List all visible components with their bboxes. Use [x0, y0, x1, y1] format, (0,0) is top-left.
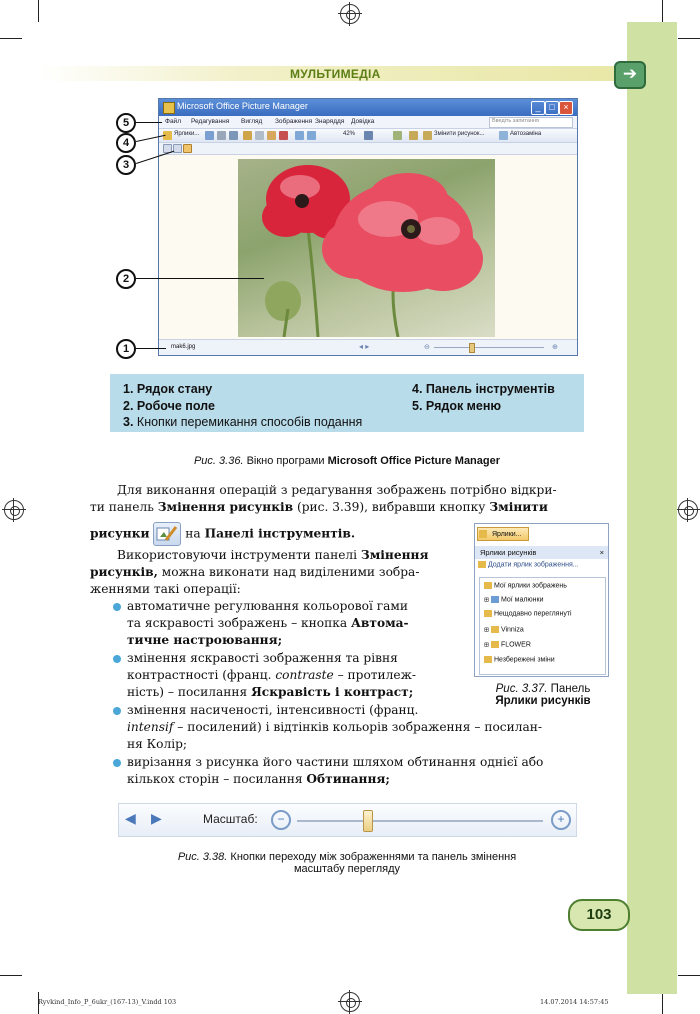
maximize-icon: □: [545, 101, 559, 115]
para1-line2: [90, 499, 609, 517]
zoom-slider-track: [434, 347, 544, 348]
next-image-icon: ▶: [151, 810, 162, 826]
bullet-icon: [113, 655, 121, 663]
expand-icon: ⊞: [484, 627, 490, 634]
legend-num: 5.: [412, 399, 423, 413]
legend-text: Панель інструментів: [425, 382, 555, 396]
picture-manager-window: [158, 98, 578, 356]
menu-view: Вигляд: [241, 118, 263, 125]
zoom-slider-track: [297, 820, 543, 822]
caption-bold: Microsoft Office Picture Manager: [327, 455, 501, 467]
figure-3-37-caption: [478, 683, 608, 707]
shortcuts-label: Ярлики...: [174, 131, 200, 137]
shortcuts-tab-label: Ярлики...: [492, 531, 522, 538]
bullet3-line3: ня Колір;: [127, 737, 188, 751]
bullet4-line1: вирізання з рисунка його частини шляхом обтинання однієї або: [127, 755, 544, 769]
text-bold: Автома-: [351, 616, 409, 630]
tree-item: [484, 641, 531, 648]
tree-item: [484, 582, 567, 589]
caption-label: Рис. 3.38.: [177, 851, 228, 863]
caption-text: Панель: [550, 683, 591, 695]
folder-icon: [491, 641, 499, 648]
legend-text: Рядок стану: [136, 382, 213, 396]
para2-line1: [117, 547, 462, 565]
expand-icon: ⊞: [484, 597, 490, 604]
legend-num: 3.: [123, 415, 134, 429]
toolbar: [159, 129, 577, 143]
folder-icon: [484, 582, 492, 589]
figure-3-38-caption: [110, 851, 584, 875]
zoom-out-icon: ⊖: [424, 344, 430, 351]
legend-item-4: [412, 382, 555, 396]
add-shortcut-label: Додати ярлик зображення...: [487, 561, 579, 569]
zoom-value: 42%: [343, 131, 356, 137]
figure-legend: [110, 374, 584, 432]
prev-next-icon: ◂ ▸: [359, 342, 370, 351]
shortcuts-icon: [479, 530, 487, 538]
caption-bold: Ярлики рисунків: [495, 695, 591, 707]
folder-icon: [484, 656, 492, 663]
tree-item-label: Мої ярлики зображень: [493, 582, 567, 590]
menu-image: Зображення: [275, 118, 313, 125]
bullet2-line1: змінення яскравості зображення та рівня: [127, 651, 398, 665]
bullet1-line1: автоматичне регулювання кольорової гами: [127, 599, 408, 613]
page-sidebar-band: [627, 22, 677, 994]
callout-1-line: [136, 348, 166, 349]
caption-text: Кнопки переходу між зображеннями та панель змінення: [230, 851, 517, 863]
status-bar: [159, 339, 577, 355]
work-area: [159, 155, 577, 339]
bullet2-line2: [127, 667, 462, 685]
callout-2-line: [136, 278, 264, 279]
text-bold: Змінення: [360, 548, 429, 562]
text: ність) – посилання: [127, 685, 248, 699]
status-filename: mak6.jpg: [171, 344, 196, 350]
window-title-bar: [159, 99, 577, 116]
text: – посилений) і відтінків кольорів зображення – посилан-: [177, 720, 542, 734]
zoom-slider-thumb: [363, 810, 373, 832]
edit-picture-label: Змінити рисунок...: [434, 131, 485, 137]
zoom-icon: [364, 131, 373, 140]
callout-5-line: [136, 122, 162, 123]
filmstrip-view-icon: [173, 144, 182, 153]
shortcuts-panel-screenshot: [474, 523, 609, 677]
view-switch-bar: [159, 143, 577, 155]
close-icon: ×: [559, 101, 573, 115]
legend-num: 1.: [123, 382, 134, 396]
bullet4-line2: [127, 771, 609, 789]
figure-3-36-caption: [110, 455, 584, 467]
caption-text: масштабу перегляду: [293, 863, 401, 875]
text: можна виконати над виділеними зобра-: [161, 565, 420, 579]
text: ти панель: [90, 500, 154, 514]
text-bold: рисунки: [90, 526, 150, 541]
tree-item: [484, 596, 544, 603]
tree-item-label: Vinniza: [500, 626, 524, 634]
bullet2-line3: [127, 684, 462, 702]
tree-item-label: Мої малюнки: [500, 596, 544, 604]
caption-label: Рис. 3.36.: [193, 455, 244, 467]
text: контрастності (франц.: [127, 668, 272, 682]
bullet3-line2: [127, 719, 609, 737]
panel-header: [475, 546, 608, 559]
caption-label: Рис. 3.37.: [495, 683, 548, 695]
copy-icon: [255, 131, 264, 140]
tree-item-label: Нещодавно переглянуті: [493, 610, 572, 618]
close-icon: ×: [599, 548, 604, 557]
legend-text: Рядок меню: [425, 399, 502, 413]
help-search-box: Введіть запитання: [489, 117, 573, 128]
para2-line2: [90, 564, 462, 582]
email-icon: [229, 131, 238, 140]
tree-item: [484, 610, 572, 617]
callout-3: 3: [116, 155, 136, 175]
edit-picture-button-icon: [153, 522, 181, 546]
legend-text: Кнопки перемикання способів подання: [136, 415, 363, 429]
edit-icon: [409, 131, 418, 140]
single-view-icon: [183, 144, 192, 153]
text: та яскравості зображень – кнопка: [127, 616, 348, 630]
save-icon: [205, 131, 214, 140]
legend-num: 4.: [412, 382, 423, 396]
text: кількох сторін – посилання: [127, 772, 303, 786]
menu-file: Файл: [165, 118, 181, 125]
menu-help: Довідка: [351, 118, 375, 125]
folder-icon: [484, 610, 492, 617]
text-bold: Яскравість і контраст;: [251, 685, 414, 699]
zoom-in-icon: ⊕: [552, 344, 558, 351]
text-bold: Панелі інструментів.: [204, 526, 356, 541]
page-number: 103: [568, 899, 630, 931]
edit-picture-icon: [423, 131, 432, 140]
tree-item-label: FLOWER: [500, 641, 531, 649]
shortcuts-tree: [479, 577, 606, 675]
legend-item-1: [123, 382, 212, 396]
para1-line3: [90, 522, 410, 546]
legend-text: Робоче поле: [136, 399, 215, 413]
autocorrect-label: Автозаміна: [510, 131, 542, 137]
zoom-label: Масштаб:: [203, 812, 258, 826]
menu-tools: Знаряддя: [315, 118, 345, 125]
text: на: [185, 526, 201, 541]
bullet3-line1: змінення насиченості, інтенсивності (франц.: [127, 703, 419, 717]
text-bold: Змінення рисунків: [157, 500, 294, 514]
text-bold: Змінити: [489, 500, 548, 514]
pictures-icon: [491, 596, 499, 603]
folder-icon: [478, 561, 486, 568]
delete-icon: [279, 131, 288, 140]
panel-header-title: Ярлики рисунків: [480, 548, 537, 557]
footer-timestamp: 14.07.2014 14:57:45: [540, 998, 609, 1006]
cut-icon: [243, 131, 252, 140]
chapter-title: МУЛЬТИМЕДІА: [290, 67, 381, 81]
rotate-right-icon: [307, 131, 316, 140]
legend-item-3: [123, 415, 362, 429]
menu-edit: Редагування: [191, 118, 230, 125]
tree-item-label: Незбережені зміни: [493, 656, 555, 664]
window-title: Microsoft Office Picture Manager: [177, 101, 308, 111]
poppy-photo: [238, 159, 495, 337]
add-shortcut-link: [478, 561, 579, 568]
autocorrect-icon: [499, 131, 508, 140]
arrow-right-icon: ➔: [614, 61, 646, 89]
previous-image-icon: ◀: [125, 810, 136, 826]
text-bold: рисунків,: [90, 565, 158, 579]
callout-4: 4: [116, 133, 136, 153]
text: Використовуючи інструменти панелі: [117, 548, 358, 562]
para1-line1: Для виконання операцій з редагування зображень потрібно відкри-: [117, 483, 557, 497]
tree-item: [484, 656, 555, 663]
footer-filename: Ryvkind_Info_P_6ukr_(167-13)_V.indd 103: [38, 998, 177, 1006]
bullet1-line3: [127, 632, 462, 650]
tree-item: [484, 626, 524, 633]
caption-text: Вікно програми: [246, 455, 325, 467]
callout-2: 2: [116, 269, 136, 289]
zoom-bar-screenshot: [118, 803, 577, 837]
text: (рис. 3.39), вибравши кнопку: [296, 500, 486, 514]
legend-item-5: [412, 399, 501, 413]
expand-icon: ⊞: [484, 642, 490, 649]
bullet-icon: [113, 707, 121, 715]
para2-line3: женнями такі операції:: [90, 582, 241, 596]
zoom-slider-thumb: [469, 343, 475, 353]
legend-item-2: [123, 399, 215, 413]
zoom-out-icon: −: [271, 810, 291, 830]
bullet-icon: [113, 603, 121, 611]
callout-1: 1: [116, 339, 136, 359]
text-bold: тичне настроювання;: [127, 633, 283, 647]
text: – протилеж-: [337, 668, 416, 682]
legend-num: 2.: [123, 399, 134, 413]
bullet-icon: [113, 759, 121, 767]
folder-icon: [491, 626, 499, 633]
help-icon: [393, 131, 402, 140]
poppy-illustration: [238, 159, 495, 337]
paste-icon: [267, 131, 276, 140]
text-bold: Обтинання;: [306, 772, 390, 786]
text-italic: contraste: [275, 668, 334, 682]
text-italic: intensif: [127, 720, 174, 734]
menu-bar: [159, 116, 577, 129]
minimize-icon: _: [531, 101, 545, 115]
rotate-left-icon: [295, 131, 304, 140]
bullet1-line2: [127, 615, 462, 633]
callout-5: 5: [116, 113, 136, 133]
print-icon: [217, 131, 226, 140]
zoom-in-icon: +: [551, 810, 571, 830]
app-icon: [163, 102, 175, 114]
